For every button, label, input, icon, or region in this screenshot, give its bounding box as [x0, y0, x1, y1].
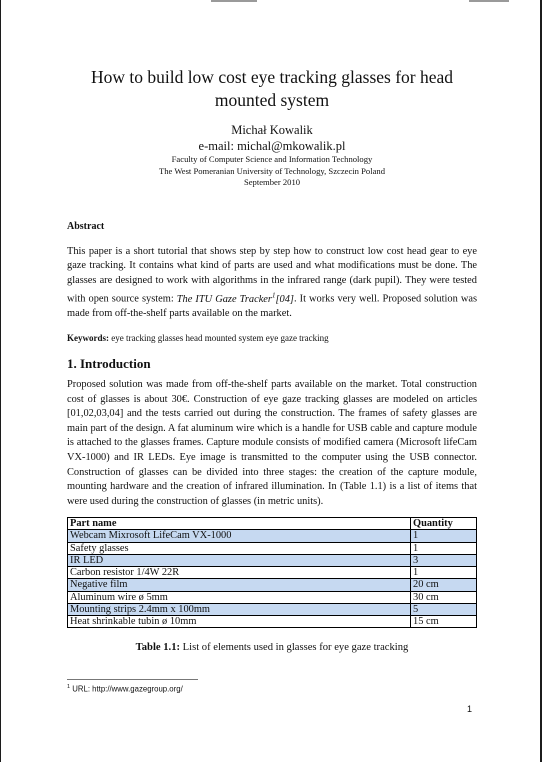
- part-name-cell: Mounting strips 2.4mm x 100mm: [68, 603, 411, 615]
- caption-label: Table 1.1:: [135, 642, 181, 654]
- page-number: 1: [467, 704, 473, 714]
- abstract-paragraph: [67, 245, 477, 322]
- paper-date: September 2010: [243, 177, 301, 187]
- top-edge-strip: [1, 0, 540, 4]
- header-part-name: Part name: [68, 518, 411, 530]
- abstract-text-part1: This paper is a short tutorial that shows step by step how to construct low cost head gear to eye gaze tracking. It contains what kind of parts are used and what modifications must be done. The glasses are designed to work with algorithms in the infrared range (dark pupil). They were tested with open source system:: [67, 245, 477, 305]
- table-row: [68, 615, 477, 627]
- caption-text: List of elements used in glasses for eye gaze tracking: [180, 642, 409, 654]
- part-name-cell: Aluminum wire ø 5mm: [68, 591, 411, 603]
- header-quantity: Quantity: [411, 518, 477, 530]
- citation: [04]: [275, 293, 294, 305]
- table-row: [68, 579, 477, 591]
- document-page: [1, 0, 540, 762]
- footnote-separator: [67, 679, 198, 680]
- part-name-cell: IR LED: [68, 554, 411, 566]
- abstract-text-part2: . It works very well. Proposed solution was made from off-the-shelf parts available on the market.: [67, 293, 477, 320]
- author-email: e-mail: michal@mkowalik.pl: [198, 139, 346, 153]
- part-name-cell: Heat shrinkable tubin ø 10mm: [68, 615, 411, 627]
- footnote: [67, 684, 183, 694]
- part-name-cell: Safety glasses: [68, 542, 411, 554]
- table-row: [68, 603, 477, 615]
- quantity-cell: 5: [411, 603, 477, 615]
- introduction-paragraph: Proposed solution was made from off-the-shelf parts available on the market. Total construction cost of glasses is about 30€. Construction of eye gaze tracking glasses are modeled on articles [01,02,03,04] and the tests carried out during the construction. The frames of safety glasses are main part of the design. A fat aluminum wire which is a handle for USB cable and capture module is attached to the glasses frames. Capture module consists of modified camera (Microsoft lifeCam VX-1000) and IR LEDs. Eye image is transmitted to the computer using the USB connector. Construction of glasses can be divided into three stages: the creation of the capture module, mounting hardware and the creation of infrared illumination. In (Table 1.1) is a list of items that were used during the construction of glasses (in metric units).: [67, 378, 477, 507]
- paper-title: How to build low cost eye tracking glasses for head mounted system: [90, 67, 454, 110]
- table-caption: [67, 642, 477, 653]
- part-name-cell: Carbon resistor 1/4W 22R: [68, 567, 411, 579]
- keywords-label: Keywords:: [67, 332, 109, 343]
- table-row: [68, 542, 477, 554]
- author-name: Michał Kowalik: [231, 123, 313, 137]
- table-row: [68, 554, 477, 566]
- footnote-ref: 1: [271, 291, 276, 300]
- table-header-row: [68, 518, 477, 530]
- quantity-cell: 15 cm: [411, 615, 477, 627]
- table-row: [68, 591, 477, 603]
- quantity-cell: 3: [411, 554, 477, 566]
- abstract-heading: Abstract: [67, 220, 105, 232]
- affiliation-university: The West Pomeranian University of Technology, Szczecin Poland: [159, 165, 385, 176]
- table-row: [68, 567, 477, 579]
- footnote-marker: 1: [67, 684, 71, 690]
- quantity-cell: 20 cm: [411, 579, 477, 591]
- part-name-cell: Webcam Mixrosoft LifeCam VX-1000: [68, 530, 411, 542]
- tool-name: The ITU Gaze Tracker$^1$[04]: [176, 291, 294, 305]
- parts-table: [67, 517, 477, 628]
- page-content: [67, 66, 477, 653]
- table-row: [68, 530, 477, 542]
- quantity-cell: 1: [411, 542, 477, 554]
- quantity-cell: 30 cm: [411, 591, 477, 603]
- part-name-cell: Negative film: [68, 579, 411, 591]
- quantity-cell: 1: [411, 530, 477, 542]
- footnote-text: URL: http://www.gazegroup.org/: [70, 684, 183, 694]
- keywords: [67, 332, 477, 344]
- quantity-cell: 1: [411, 567, 477, 579]
- section-heading-introduction: 1. Introduction: [67, 355, 151, 371]
- affiliation-faculty: Faculty of Computer Science and Information Technology: [171, 154, 373, 164]
- keywords-text: eye tracking glasses head mounted system eye gaze tracking: [109, 332, 329, 343]
